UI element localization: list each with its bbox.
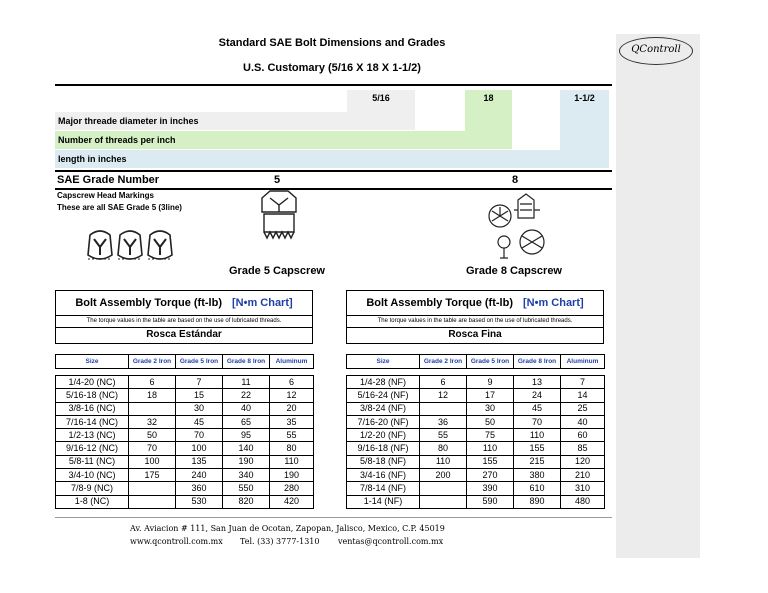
threads-value: 18: [483, 93, 494, 103]
torque-note: The torque values in the table are based on the use of lubricated threads.: [55, 316, 313, 328]
table-cell: 340: [223, 469, 270, 482]
table-row: [56, 402, 314, 415]
table-cell: 7: [561, 376, 605, 389]
table-cell: 70: [129, 442, 176, 455]
table-cell: 25: [561, 402, 605, 415]
torque-table-standard: [55, 354, 314, 509]
torque-panel-fine: [346, 290, 604, 344]
table-cell: 1/2-13 (NC): [56, 429, 129, 442]
table-cell: 30: [467, 402, 514, 415]
threads-row-label: Number of threads per inch: [55, 131, 512, 149]
table-row: [347, 402, 605, 415]
table-cell: 3/8-24 (NF): [347, 402, 420, 415]
table-cell: 110: [420, 455, 467, 468]
nm-chart-link[interactable]: [N•m Chart]: [231, 297, 293, 309]
table-cell: 110: [514, 429, 561, 442]
table-row: [56, 455, 314, 468]
table-cell: 890: [514, 495, 561, 508]
table-row: [347, 469, 605, 482]
table-cell: 5/8-18 (NF): [347, 455, 420, 468]
table-row: [56, 469, 314, 482]
footer-phone: Tel. (33) 3777-1310: [240, 537, 320, 546]
table-cell: 120: [561, 455, 605, 468]
footer-address: Av. Aviacion # 111, San Juan de Ocotan, Zapopan, Jalisco, Mexico, C.P. 45019: [130, 524, 445, 533]
table-cell: 55: [270, 429, 314, 442]
table-cell: 5/8-11 (NC): [56, 455, 129, 468]
table-cell: 55: [420, 429, 467, 442]
grade5-head-markings-icon: [84, 225, 180, 271]
table-cell: 12: [270, 389, 314, 402]
table-cell: 11: [223, 376, 270, 389]
table-cell: 6: [129, 376, 176, 389]
table-row: [347, 429, 605, 442]
table-row: [56, 482, 314, 495]
page-title: Standard SAE Bolt Dimensions and Grades: [218, 37, 446, 49]
table-row: [347, 455, 605, 468]
table-cell: 530: [176, 495, 223, 508]
table-cell: 95: [223, 429, 270, 442]
table-cell: 100: [129, 455, 176, 468]
table-cell: 1/2-20 (NF): [347, 429, 420, 442]
grade8-caption: Grade 8 Capscrew: [466, 265, 562, 277]
table-cell: 9/16-12 (NC): [56, 442, 129, 455]
table-row: [56, 376, 314, 389]
table-cell: 480: [561, 495, 605, 508]
col-header-aluminum: Aluminum: [270, 355, 314, 369]
table-spacer: [347, 369, 605, 376]
table-cell: 380: [514, 469, 561, 482]
torque-panel-standard: [55, 290, 313, 344]
table-cell: 45: [514, 402, 561, 415]
table-row: [347, 482, 605, 495]
table-cell: 9: [467, 376, 514, 389]
table-cell: 240: [176, 469, 223, 482]
diameter-row-label: Major threade diameter in inches: [55, 112, 415, 130]
table-cell: 140: [223, 442, 270, 455]
col-header-grade5: Grade 5 Iron: [176, 355, 223, 369]
table-row: [56, 415, 314, 428]
table-row: [347, 389, 605, 402]
table-cell: 210: [561, 469, 605, 482]
table-cell: 14: [561, 389, 605, 402]
table-cell: [129, 402, 176, 415]
table-cell: 190: [270, 469, 314, 482]
table-cell: 18: [129, 389, 176, 402]
table-cell: 610: [514, 482, 561, 495]
table-cell: 155: [467, 455, 514, 468]
torque-table-fine: [346, 354, 605, 509]
table-cell: 155: [514, 442, 561, 455]
torque-subtitle: Rosca Estándar: [55, 328, 313, 344]
table-row: [56, 389, 314, 402]
table-cell: 190: [223, 455, 270, 468]
table-cell: [129, 482, 176, 495]
table-cell: 110: [467, 442, 514, 455]
table-cell: 13: [514, 376, 561, 389]
table-row: [347, 415, 605, 428]
table-cell: 40: [561, 415, 605, 428]
table-cell: 80: [420, 442, 467, 455]
length-row-label: length in inches: [55, 150, 609, 168]
col-header-aluminum: Aluminum: [561, 355, 605, 369]
torque-panel-header: [346, 290, 604, 316]
company-logo: QControll: [619, 37, 693, 65]
table-cell: 50: [129, 429, 176, 442]
table-cell: 3/8-16 (NC): [56, 402, 129, 415]
table-cell: 1-8 (NC): [56, 495, 129, 508]
markings-note: These are all SAE Grade 5 (3line): [57, 203, 182, 212]
grade5-caption: Grade 5 Capscrew: [229, 265, 325, 277]
sae-grade-label: SAE Grade Number: [57, 174, 160, 186]
table-cell: 40: [223, 402, 270, 415]
table-cell: [420, 495, 467, 508]
col-header-grade2: Grade 2 Iron: [129, 355, 176, 369]
table-cell: [420, 402, 467, 415]
table-cell: [420, 482, 467, 495]
col-header-grade5: Grade 5 Iron: [467, 355, 514, 369]
table-cell: 110: [270, 455, 314, 468]
table-cell: 45: [176, 415, 223, 428]
table-row: [56, 495, 314, 508]
table-cell: 70: [176, 429, 223, 442]
table-cell: 5/16-18 (NC): [56, 389, 129, 402]
table-cell: 550: [223, 482, 270, 495]
table-cell: 85: [561, 442, 605, 455]
footer-website[interactable]: www.qcontroll.com.mx: [130, 537, 223, 546]
grade-divider-bottom: [55, 188, 612, 190]
table-cell: 215: [514, 455, 561, 468]
table-cell: 3/4-10 (NC): [56, 469, 129, 482]
table-cell: 360: [176, 482, 223, 495]
table-cell: 390: [467, 482, 514, 495]
torque-title: Bolt Assembly Torque (ft-lb): [366, 297, 513, 309]
torque-panel-header: [55, 290, 313, 316]
table-cell: 270: [467, 469, 514, 482]
footer-divider: [55, 517, 612, 518]
table-cell: 310: [561, 482, 605, 495]
grade5-capscrew-icon: [254, 188, 304, 246]
table-cell: 35: [270, 415, 314, 428]
table-cell: 17: [467, 389, 514, 402]
table-cell: 135: [176, 455, 223, 468]
table-cell: 75: [467, 429, 514, 442]
table-cell: 5/16-24 (NF): [347, 389, 420, 402]
table-cell: 36: [420, 415, 467, 428]
right-sidebar: [616, 34, 700, 558]
table-cell: 7/16-20 (NF): [347, 415, 420, 428]
table-cell: 280: [270, 482, 314, 495]
table-row: [347, 376, 605, 389]
table-cell: 7/16-14 (NC): [56, 415, 129, 428]
table-cell: 100: [176, 442, 223, 455]
length-value: 1-1/2: [574, 93, 595, 103]
footer-email[interactable]: ventas@qcontroll.com.mx: [338, 537, 444, 546]
table-row: [347, 495, 605, 508]
table-cell: 22: [223, 389, 270, 402]
table-cell: 200: [420, 469, 467, 482]
markings-label: Capscrew Head Markings: [57, 191, 154, 200]
col-header-grade2: Grade 2 Iron: [420, 355, 467, 369]
grade-8-number: 8: [512, 174, 519, 186]
table-cell: [129, 495, 176, 508]
table-cell: 1-14 (NF): [347, 495, 420, 508]
table-cell: 12: [420, 389, 467, 402]
table-row: [56, 442, 314, 455]
col-header-size: Size: [347, 355, 420, 369]
table-cell: 30: [176, 402, 223, 415]
torque-subtitle: Rosca Fina: [346, 328, 604, 344]
table-cell: 6: [420, 376, 467, 389]
col-header-grade8: Grade 8 Iron: [514, 355, 561, 369]
table-row: [347, 442, 605, 455]
table-cell: 6: [270, 376, 314, 389]
col-header-size: Size: [56, 355, 129, 369]
table-cell: 60: [561, 429, 605, 442]
page-subtitle: U.S. Customary (5/16 X 18 X 1-1/2): [243, 62, 421, 74]
title-divider: [55, 84, 612, 86]
table-spacer: [56, 369, 314, 376]
table-cell: 7/8-14 (NF): [347, 482, 420, 495]
table-cell: 50: [467, 415, 514, 428]
col-header-grade8: Grade 8 Iron: [223, 355, 270, 369]
table-cell: 1/4-20 (NC): [56, 376, 129, 389]
table-cell: 20: [270, 402, 314, 415]
grade-divider-top: [55, 170, 612, 172]
grade-5-number: 5: [274, 174, 281, 186]
diameter-value: 5/16: [372, 93, 390, 103]
table-cell: 15: [176, 389, 223, 402]
nm-chart-link[interactable]: [N•m Chart]: [522, 297, 584, 309]
table-cell: 420: [270, 495, 314, 508]
table-cell: 7/8-9 (NC): [56, 482, 129, 495]
table-row: [56, 429, 314, 442]
table-cell: 3/4-16 (NF): [347, 469, 420, 482]
table-cell: 24: [514, 389, 561, 402]
table-cell: 175: [129, 469, 176, 482]
grade8-capscrew-icon: [484, 192, 550, 264]
table-cell: 1/4-28 (NF): [347, 376, 420, 389]
table-cell: 9/16-18 (NF): [347, 442, 420, 455]
table-cell: 80: [270, 442, 314, 455]
table-cell: 70: [514, 415, 561, 428]
table-cell: 820: [223, 495, 270, 508]
table-cell: 65: [223, 415, 270, 428]
table-cell: 32: [129, 415, 176, 428]
torque-note: The torque values in the table are based on the use of lubricated threads.: [346, 316, 604, 328]
table-cell: 7: [176, 376, 223, 389]
table-cell: 590: [467, 495, 514, 508]
torque-title: Bolt Assembly Torque (ft-lb): [75, 297, 222, 309]
